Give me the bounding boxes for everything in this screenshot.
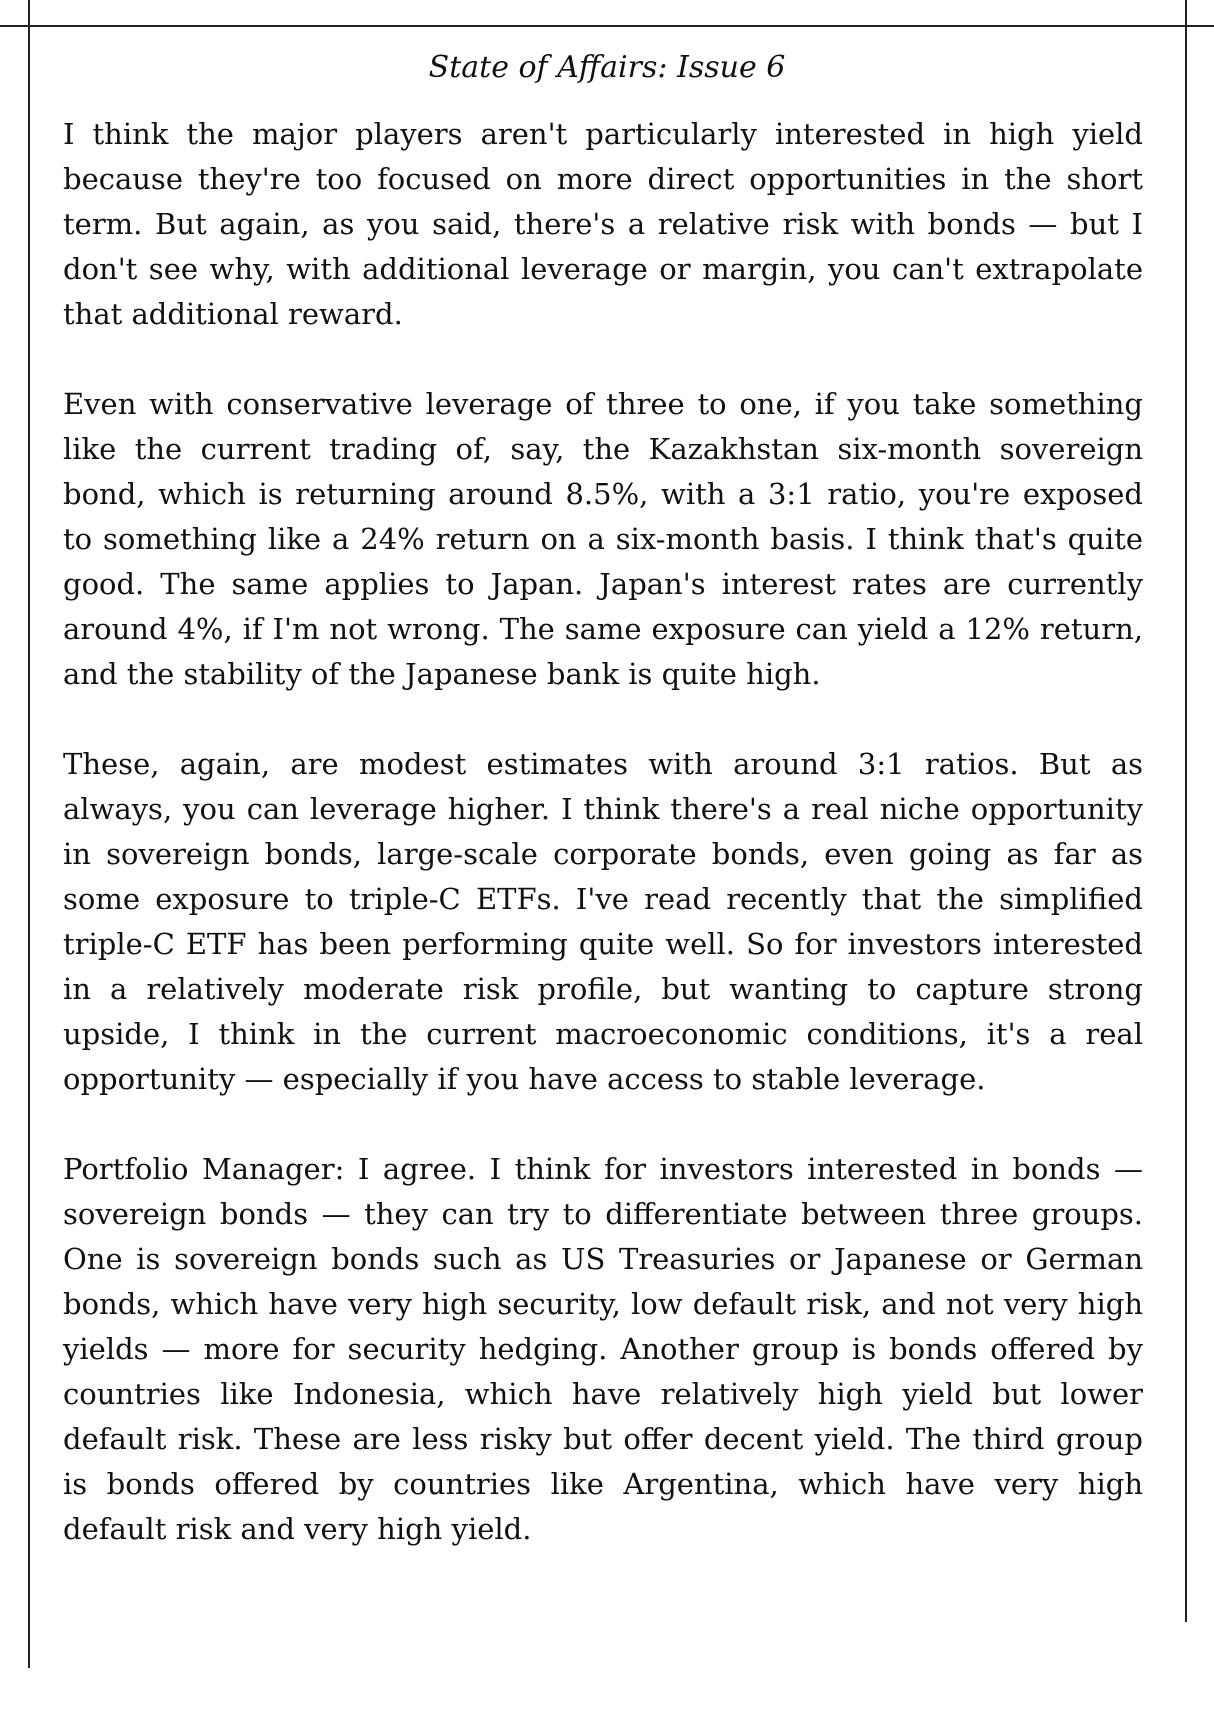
document-body — [63, 112, 1143, 1552]
top-border-line — [0, 25, 1214, 27]
paragraph-1: I think the major players aren't particularly interested in high yield because they're too focused on more direct opportunities in the short term. But again, as you said, there's a relative risk with bonds — but I don't see why, with additional leverage or margin, you can't extrapolate that additional reward. — [63, 117, 1143, 331]
right-border-line — [1185, 0, 1187, 1622]
paragraph-4: Portfolio Manager: I agree. I think for investors interested in bonds — sovereign bonds — they can try to differentiate between three groups. One is sovereign bonds such as US Treasuries or Japanese or German bonds, which have very high security, low default risk, and not very high yields — more for security hedging. Another group is bonds offered by countries like Indonesia, which have relatively high yield but lower default risk. These are less risky but offer decent yield. The third group is bonds offered by countries like Argentina, which have very high default risk and very high yield. — [63, 1152, 1143, 1546]
left-border-line — [28, 0, 30, 1668]
paragraph-2: Even with conservative leverage of three to one, if you take something like the current trading of, say, the Kazakhstan six-month sovereign bond, which is returning around 8.5%, with a 3:1 ratio, you're exposed to something like a 24% return on a six-month basis. I think that's quite good. The same applies to Japan. Japan's interest rates are currently around 4%, if I'm not wrong. The same exposure can yield a 12% return, and the stability of the Japanese bank is quite high. — [63, 387, 1143, 691]
paragraph-3: These, again, are modest estimates with around 3:1 ratios. But as always, you can leverage higher. I think there's a real niche opportunity in sovereign bonds, large-scale corporate bonds, even going as far as some exposure to triple-C ETFs. I've read recently that the simplified triple-C ETF has been performing quite well. So for investors interested in a relatively moderate risk profile, but wanting to capture strong upside, I think in the current macroeconomic conditions, it's a real opportunity — especially if you have access to stable leverage. — [63, 747, 1143, 1096]
page-title: State of Affairs: Issue 6 — [428, 50, 786, 85]
